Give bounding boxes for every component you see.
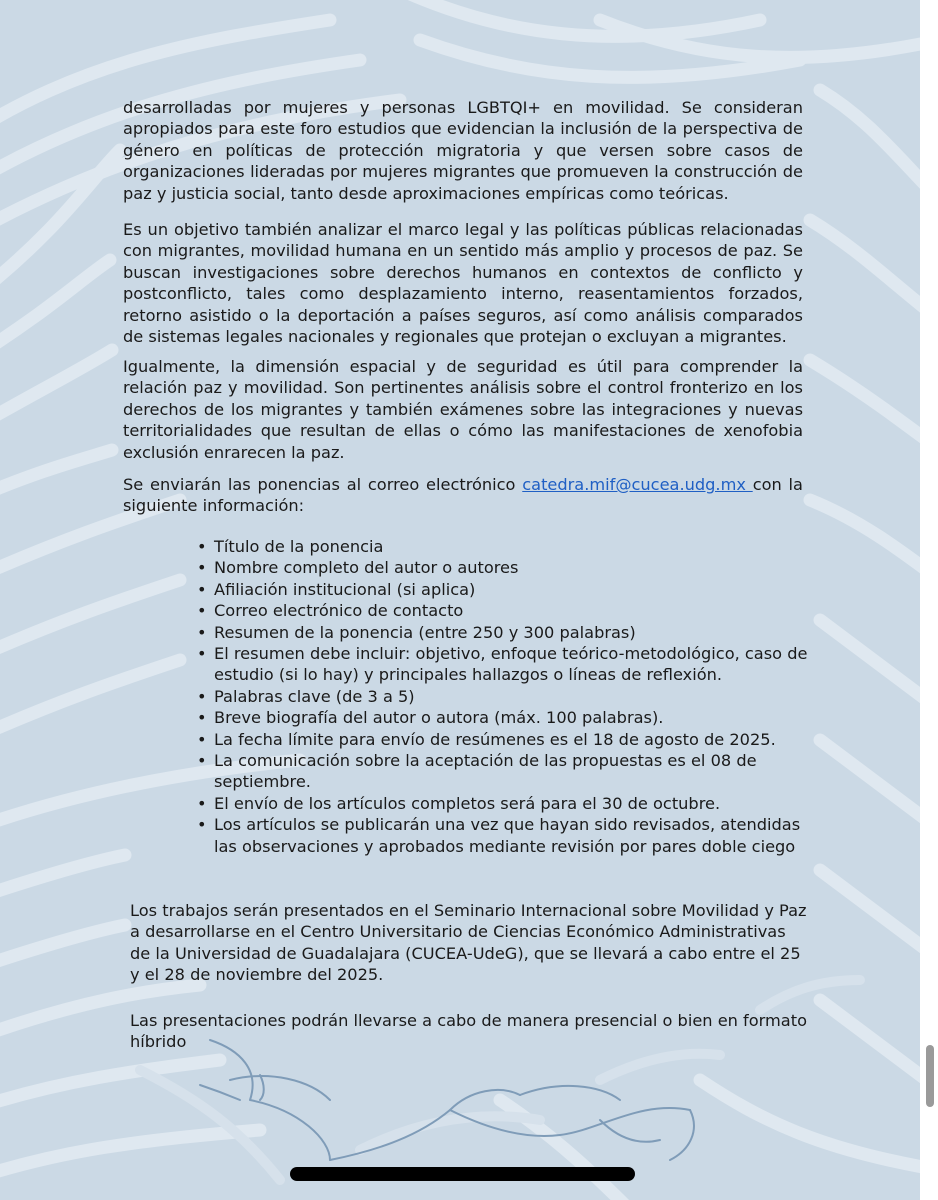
- bullet-icon: •: [197, 815, 207, 835]
- paragraph-seminar: Los trabajos serán presentados en el Seminario Internacional sobre Movilidad y Paz a desarrollarse en el Centro Universitario de Ciencias Económico Administrativas de la Universidad de Guadalajara (CUCEA-UdeG), que se llevará a cabo entre el 25 y el 28 de noviembre del 2025.: [130, 901, 807, 985]
- required-info-list: [190, 536, 810, 857]
- bullet-icon: •: [197, 558, 207, 578]
- bullet-icon: •: [197, 793, 207, 813]
- paragraph-submission: [123, 474, 803, 517]
- paragraph-2: Es un objetivo también analizar el marco legal y las políticas públicas relacionadas con migrantes, movilidad humana en un sentido más amplio y procesos de paz. Se buscan investigaciones sobre derechos humanos en contextos de conflicto y postconflicto, tales como desplazamiento interno, reasentamientos forzados, retorno asistido o la deportación a países seguros, así como análisis comparados de sistemas legales nacionales y regionales que protejan o excluyan a migrantes.: [123, 220, 803, 347]
- list-item: • Título de la ponencia: [197, 537, 384, 556]
- list-item: • Nombre completo del autor o autores: [197, 558, 519, 578]
- bullet-icon: •: [197, 686, 207, 706]
- bullet-icon: •: [197, 622, 207, 642]
- email-link[interactable]: catedra.mif@cucea.udg.mx: [522, 475, 753, 494]
- list-item: • El resumen debe incluir: objetivo, enfoque teórico-metodológico, caso de estudio (si lo hay) y principales hallazgos o líneas de reflexión.: [197, 644, 808, 685]
- bullet-icon: •: [197, 751, 207, 771]
- scroll-thumb[interactable]: [926, 1045, 934, 1107]
- paragraph-1: desarrolladas por mujeres y personas LGBTQI+ en movilidad. Se consideran apropiados para este foro estudios que evidencian la inclusión de la perspectiva de género en políticas de protección migratoria y que versen sobre casos de organizaciones lideradas por mujeres migrantes que promueven la construcción de paz y justicia social, tanto desde aproximaciones empíricas como teóricas.: [123, 98, 803, 203]
- list-item: • El envío de los artículos completos será para el 30 de octubre.: [197, 793, 721, 813]
- submission-text: Se enviarán las ponencias al correo electrónico: [123, 475, 523, 494]
- list-item: • Los artículos se publicarán una vez que hayan sido revisados, atendidas las observaciones y aprobados mediante revisión por pares doble ciego: [197, 815, 801, 856]
- scrollbar[interactable]: [920, 0, 938, 1200]
- list-item: • Breve biografía del autor o autora (máx. 100 palabras).: [197, 708, 664, 728]
- paragraph-3: Igualmente, la dimensión espacial y de seguridad es útil para comprender la relación paz y movilidad. Son pertinentes análisis sobre el control fronterizo en los derechos de los migrantes y también exámenes sobre las integraciones y nuevas territorialidades que resultan de ellas o cómo las manifestaciones de xenofobia exclusión enrarecen la paz.: [123, 357, 803, 462]
- list-item: • Afiliación institucional (si aplica): [197, 579, 476, 599]
- submission-text-end: con la siguiente información:: [123, 475, 803, 516]
- bullet-icon: •: [197, 601, 207, 621]
- list-item: • Palabras clave (de 3 a 5): [197, 686, 415, 706]
- home-indicator[interactable]: [290, 1167, 635, 1181]
- bullet-icon: •: [197, 644, 207, 664]
- bullet-icon: •: [197, 579, 207, 599]
- bullet-icon: •: [197, 537, 207, 556]
- bullet-icon: •: [197, 729, 207, 749]
- bullet-icon: •: [197, 708, 207, 728]
- list-item: • Resumen de la ponencia (entre 250 y 300 palabras): [197, 622, 636, 642]
- list-item: • La fecha límite para envío de resúmenes es el 18 de agosto de 2025.: [197, 729, 776, 749]
- paragraph-format: Las presentaciones podrán llevarse a cabo de manera presencial o bien en formato híbrido: [130, 1011, 807, 1052]
- list-item: • La comunicación sobre la aceptación de las propuestas es el 08 de septiembre.: [197, 751, 757, 792]
- list-item: • Correo electrónico de contacto: [197, 601, 464, 621]
